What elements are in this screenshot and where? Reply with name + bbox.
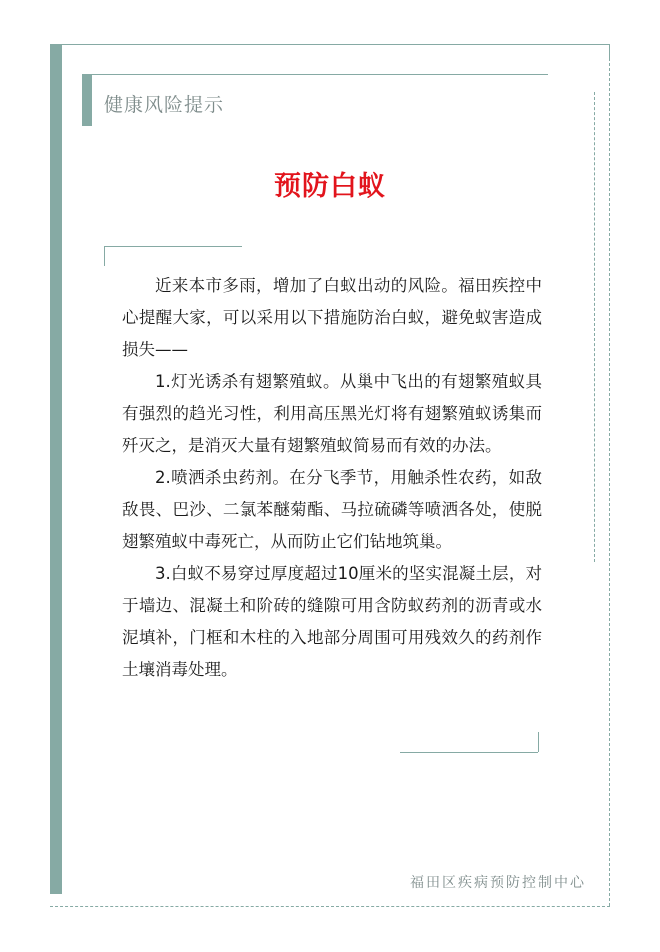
corner-bracket-bottom-right bbox=[400, 752, 538, 753]
page-title: 预防白蚁 bbox=[274, 171, 386, 202]
top-right-border-tick bbox=[609, 44, 610, 58]
paragraph-measure-1: 1.灯光诱杀有翅繁殖蚁。从巢中飞出的有翅繁殖蚁具有强烈的趋光习性，利用高压黑光灯将有翅繁殖蚁诱集而歼灭之，是消灭大量有翅繁殖蚁简易而有效的办法。 bbox=[122, 372, 542, 455]
bottom-dashed-border bbox=[50, 906, 610, 907]
footer-organization: 福田区疾病预防控制中心 bbox=[410, 875, 586, 891]
header-line bbox=[92, 74, 548, 75]
top-border-line bbox=[62, 44, 610, 45]
paragraph-measure-2: 2.喷洒杀虫药剂。在分飞季节，用触杀性农药，如敌敌畏、巴沙、二氯苯醚菊酯、马拉硫磷等喷洒各处，使脱翅繁殖蚁中毒死亡，从而防止它们钻地筑巢。 bbox=[122, 468, 542, 551]
paragraph-intro: 近来本市多雨，增加了白蚁出动的风险。福田疾控中心提醒大家，可以采用以下措施防治白蚁，避免蚁害造成损失—— bbox=[122, 276, 542, 359]
header-marker bbox=[82, 74, 92, 126]
corner-bracket-bottom-right-vertical bbox=[538, 732, 539, 752]
header-label: 健康风险提示 bbox=[104, 94, 225, 116]
corner-bracket-top-left bbox=[104, 246, 242, 247]
corner-bracket-top-left-vertical bbox=[104, 246, 105, 266]
article-body bbox=[122, 270, 542, 686]
paragraph-measure-3: 3.白蚁不易穿过厚度超过10厘米的坚实混凝土层，对于墙边、混凝土和阶砖的缝隙可用含防蚁药剂的沥青或水泥填补，门框和木柱的入地部分周围可用残效久的药剂作土壤消毒处理。 bbox=[122, 564, 542, 679]
inner-right-dashed-line bbox=[594, 92, 595, 562]
